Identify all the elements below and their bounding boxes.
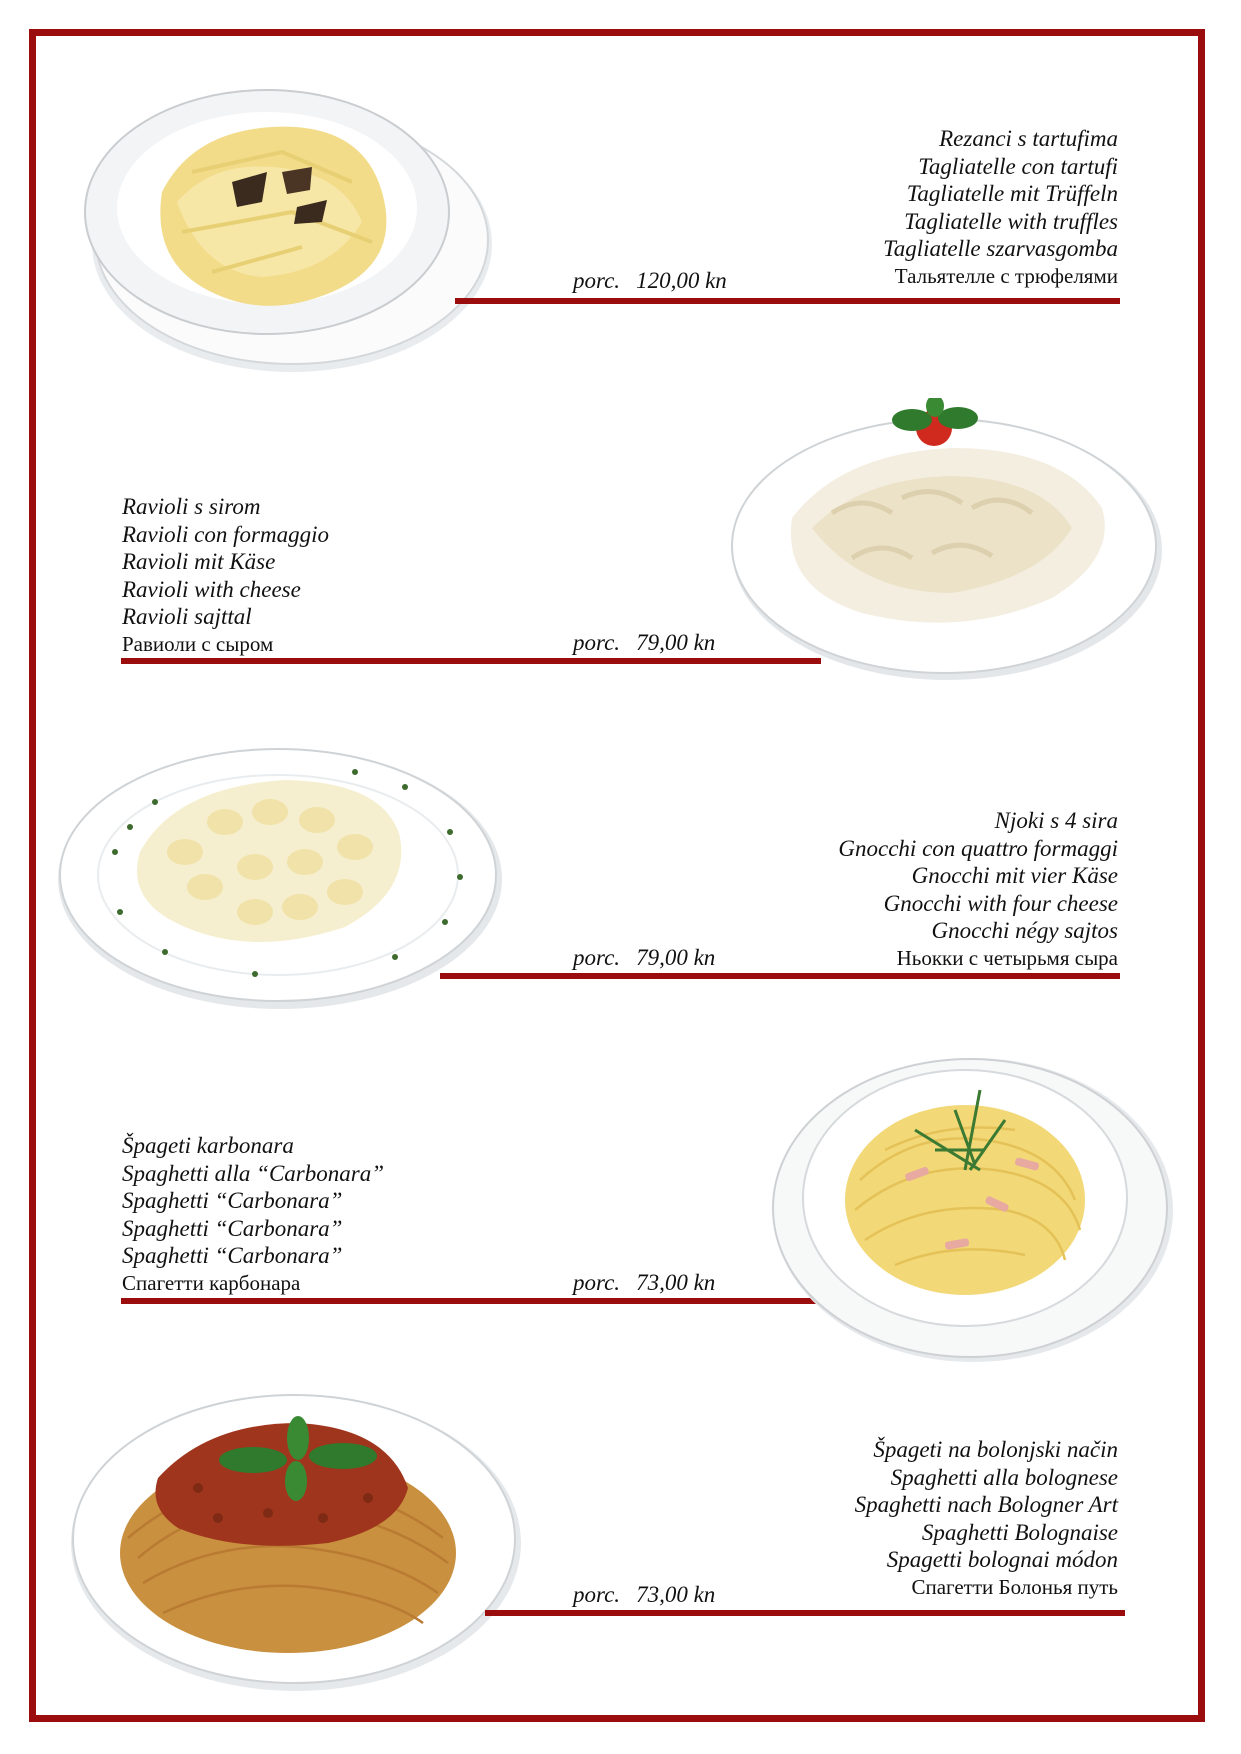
gnocchi-price bbox=[573, 945, 715, 971]
dish-name: Ravioli with cheese bbox=[122, 576, 301, 602]
dish-name: Špageti na bolonjski način bbox=[873, 1437, 1118, 1462]
price-prefix: porc. bbox=[573, 1270, 621, 1295]
dish-name: Ravioli con formaggio bbox=[122, 521, 329, 547]
dish-name: Ravioli s sirom bbox=[122, 494, 261, 519]
price-rule bbox=[121, 1298, 821, 1304]
dish-name: Ravioli sajttal bbox=[122, 604, 252, 629]
price-rule bbox=[455, 298, 1120, 304]
price-rule bbox=[485, 1610, 1125, 1616]
dish-name: Gnocchi con quattro formaggi bbox=[838, 835, 1118, 861]
price-prefix: porc. bbox=[573, 1582, 621, 1607]
dish-name: Rezanci s tartufima bbox=[939, 126, 1118, 151]
gnocchi-four-cheese-plate bbox=[55, 742, 505, 1012]
dish-name: Tagliatelle con tartufi bbox=[918, 153, 1118, 179]
price-value: 120,00 kn bbox=[636, 268, 727, 293]
dish-name-cyrillic: Спагетти карбонара bbox=[122, 1270, 301, 1295]
tagliatelle-price bbox=[573, 268, 727, 294]
dish-name: Tagliatelle mit Trüffeln bbox=[906, 181, 1118, 206]
carbonara-price bbox=[573, 1270, 715, 1296]
dish-name-cyrillic: Спагетти Болонья путь bbox=[911, 1574, 1118, 1599]
spaghetti-bolognese-plate bbox=[68, 1378, 523, 1698]
dish-name: Ravioli mit Käse bbox=[122, 549, 276, 574]
dish-name: Spaghetti alla “Carbonara” bbox=[122, 1160, 384, 1186]
dish-name: Spaghetti nach Bologner Art bbox=[854, 1492, 1118, 1517]
dish-name: Spaghetti alla bolognese bbox=[890, 1464, 1118, 1490]
price-prefix: porc. bbox=[573, 268, 621, 293]
price-value: 79,00 kn bbox=[636, 630, 716, 655]
ravioli-price bbox=[573, 630, 715, 656]
dish-name: Spagetti bolognai módon bbox=[886, 1547, 1118, 1572]
dish-name: Spaghetti Bolognaise bbox=[921, 1519, 1118, 1545]
dish-name: Spaghetti “Carbonara” bbox=[122, 1188, 343, 1213]
dish-name: Tagliatelle szarvasgomba bbox=[883, 236, 1118, 261]
dish-name-cyrillic: Равиоли с сыром bbox=[122, 631, 274, 656]
dish-name: Tagliatelle with truffles bbox=[904, 208, 1118, 234]
dish-name: Gnocchi with four cheese bbox=[883, 890, 1118, 916]
tagliatelle-names bbox=[498, 125, 1118, 290]
dish-name: Spaghetti “Carbonara” bbox=[122, 1243, 343, 1268]
bolognese-price bbox=[573, 1582, 715, 1608]
dish-name: Gnocchi négy sajtos bbox=[931, 918, 1118, 943]
ravioli-cheese-plate bbox=[722, 398, 1167, 693]
price-value: 73,00 kn bbox=[636, 1270, 716, 1295]
price-rule bbox=[440, 973, 1120, 979]
dish-name: Špageti karbonara bbox=[122, 1133, 294, 1158]
dish-name: Gnocchi mit vier Käse bbox=[911, 863, 1118, 888]
price-value: 73,00 kn bbox=[636, 1582, 716, 1607]
price-prefix: porc. bbox=[573, 630, 621, 655]
price-prefix: porc. bbox=[573, 945, 621, 970]
bolognese-names bbox=[498, 1436, 1118, 1601]
price-value: 79,00 kn bbox=[636, 945, 716, 970]
dish-name: Spaghetti “Carbonara” bbox=[122, 1215, 343, 1241]
spaghetti-carbonara-plate bbox=[765, 1050, 1175, 1370]
dish-name-cyrillic: Ньокки с четырьмя сыра bbox=[896, 945, 1118, 970]
dish-name: Njoki s 4 sira bbox=[994, 808, 1118, 833]
price-rule bbox=[121, 658, 821, 664]
dish-name-cyrillic: Тальятелле с трюфелями bbox=[894, 263, 1118, 288]
tagliatelle-truffle-plate bbox=[82, 72, 502, 382]
